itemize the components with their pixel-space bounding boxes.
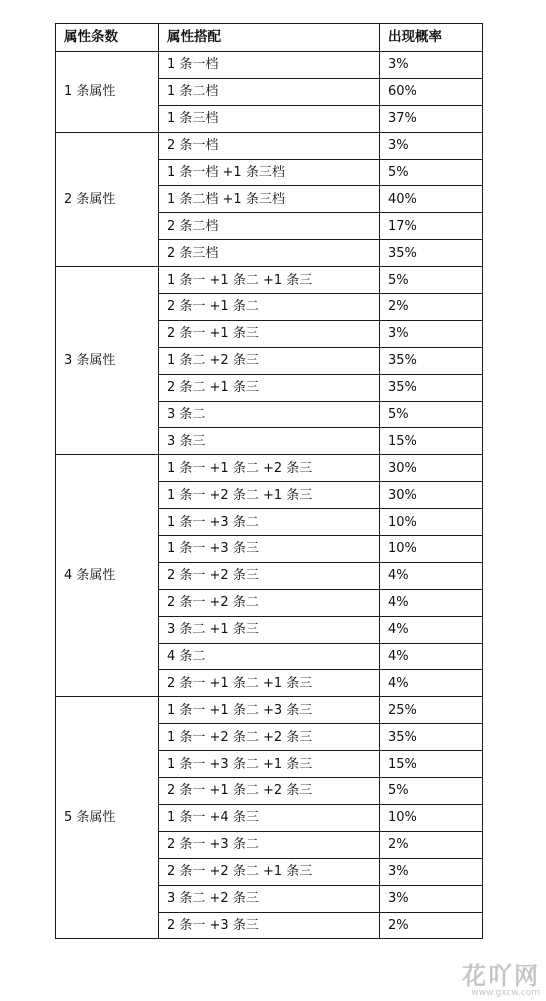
attribute-count-cell: 1 条属性 bbox=[56, 52, 159, 133]
probability-cell: 40% bbox=[380, 186, 483, 213]
probability-cell: 3% bbox=[380, 885, 483, 912]
attribute-combo-cell: 1 条一 +1 条二 +1 条三 bbox=[159, 267, 380, 294]
table-row bbox=[56, 697, 483, 724]
table-header bbox=[56, 24, 483, 52]
attribute-combo-cell: 3 条二 +1 条三 bbox=[159, 616, 380, 643]
probability-cell: 15% bbox=[380, 428, 483, 455]
probability-cell: 35% bbox=[380, 724, 483, 751]
probability-cell: 60% bbox=[380, 78, 483, 105]
probability-cell: 4% bbox=[380, 562, 483, 589]
probability-cell: 2% bbox=[380, 831, 483, 858]
attribute-combo-cell: 2 条一 +1 条二 bbox=[159, 294, 380, 321]
attribute-combo-cell: 1 条一档 +1 条三档 bbox=[159, 159, 380, 186]
attribute-combo-cell: 2 条一 +2 条三 bbox=[159, 562, 380, 589]
probability-cell: 4% bbox=[380, 589, 483, 616]
attribute-combo-cell: 1 条一 +2 条二 +2 条三 bbox=[159, 724, 380, 751]
table-row bbox=[56, 455, 483, 482]
probability-cell: 25% bbox=[380, 697, 483, 724]
probability-cell: 10% bbox=[380, 536, 483, 563]
attribute-combo-cell: 1 条一 +4 条三 bbox=[159, 804, 380, 831]
attribute-combo-cell: 1 条二 +2 条三 bbox=[159, 347, 380, 374]
header-attribute-count: 属性条数 bbox=[56, 24, 159, 52]
header-attribute-combo: 属性搭配 bbox=[159, 24, 380, 52]
attribute-count-cell: 2 条属性 bbox=[56, 132, 159, 266]
probability-cell: 37% bbox=[380, 105, 483, 132]
attribute-combo-cell: 2 条二档 bbox=[159, 213, 380, 240]
table-row bbox=[56, 267, 483, 294]
probability-cell: 3% bbox=[380, 132, 483, 159]
probability-cell: 17% bbox=[380, 213, 483, 240]
table-row bbox=[56, 132, 483, 159]
attribute-combo-cell: 2 条二 +1 条三 bbox=[159, 374, 380, 401]
header-row bbox=[56, 24, 483, 52]
attribute-combo-cell: 2 条一 +1 条二 +2 条三 bbox=[159, 778, 380, 805]
attribute-combo-cell: 1 条一 +3 条二 bbox=[159, 509, 380, 536]
probability-cell: 30% bbox=[380, 482, 483, 509]
header-probability: 出现概率 bbox=[380, 24, 483, 52]
probability-cell: 30% bbox=[380, 455, 483, 482]
probability-cell: 5% bbox=[380, 401, 483, 428]
probability-cell: 15% bbox=[380, 751, 483, 778]
probability-cell: 5% bbox=[380, 267, 483, 294]
attribute-combo-cell: 2 条一 +2 条二 bbox=[159, 589, 380, 616]
attribute-combo-cell: 3 条三 bbox=[159, 428, 380, 455]
attribute-combo-cell: 2 条三档 bbox=[159, 240, 380, 267]
attribute-combo-cell: 1 条一 +1 条二 +3 条三 bbox=[159, 697, 380, 724]
probability-table bbox=[55, 23, 483, 939]
probability-cell: 35% bbox=[380, 240, 483, 267]
probability-cell: 5% bbox=[380, 778, 483, 805]
attribute-count-cell: 5 条属性 bbox=[56, 697, 159, 939]
attribute-count-cell: 4 条属性 bbox=[56, 455, 159, 697]
attribute-combo-cell: 3 条二 bbox=[159, 401, 380, 428]
attribute-combo-cell: 4 条二 bbox=[159, 643, 380, 670]
attribute-combo-cell: 2 条一 +2 条二 +1 条三 bbox=[159, 858, 380, 885]
probability-cell: 35% bbox=[380, 347, 483, 374]
table-body bbox=[56, 52, 483, 939]
attribute-combo-cell: 1 条一档 bbox=[159, 52, 380, 79]
attribute-combo-cell: 1 条一 +2 条二 +1 条三 bbox=[159, 482, 380, 509]
probability-cell: 10% bbox=[380, 509, 483, 536]
attribute-combo-cell: 1 条二档 bbox=[159, 78, 380, 105]
table-row bbox=[56, 52, 483, 79]
probability-cell: 3% bbox=[380, 52, 483, 79]
attribute-combo-cell: 1 条二档 +1 条三档 bbox=[159, 186, 380, 213]
attribute-combo-cell: 2 条一 +3 条三 bbox=[159, 912, 380, 939]
attribute-combo-cell: 1 条一 +1 条二 +2 条三 bbox=[159, 455, 380, 482]
probability-cell: 35% bbox=[380, 374, 483, 401]
site-watermark bbox=[462, 964, 540, 998]
attribute-combo-cell: 1 条三档 bbox=[159, 105, 380, 132]
probability-cell: 3% bbox=[380, 320, 483, 347]
probability-cell: 10% bbox=[380, 804, 483, 831]
attribute-combo-cell: 2 条一 +1 条二 +1 条三 bbox=[159, 670, 380, 697]
attribute-combo-cell: 2 条一 +1 条三 bbox=[159, 320, 380, 347]
probability-cell: 5% bbox=[380, 159, 483, 186]
watermark-logo: 花吖网 bbox=[462, 962, 540, 990]
probability-cell: 3% bbox=[380, 858, 483, 885]
attribute-combo-cell: 2 条一档 bbox=[159, 132, 380, 159]
attribute-combo-cell: 2 条一 +3 条二 bbox=[159, 831, 380, 858]
probability-cell: 4% bbox=[380, 643, 483, 670]
watermark-url: www.gxcw.com bbox=[471, 988, 540, 998]
attribute-combo-cell: 1 条一 +3 条二 +1 条三 bbox=[159, 751, 380, 778]
probability-cell: 2% bbox=[380, 912, 483, 939]
attribute-count-cell: 3 条属性 bbox=[56, 267, 159, 455]
probability-cell: 2% bbox=[380, 294, 483, 321]
probability-cell: 4% bbox=[380, 670, 483, 697]
attribute-combo-cell: 1 条一 +3 条三 bbox=[159, 536, 380, 563]
attribute-combo-cell: 3 条二 +2 条三 bbox=[159, 885, 380, 912]
probability-cell: 4% bbox=[380, 616, 483, 643]
